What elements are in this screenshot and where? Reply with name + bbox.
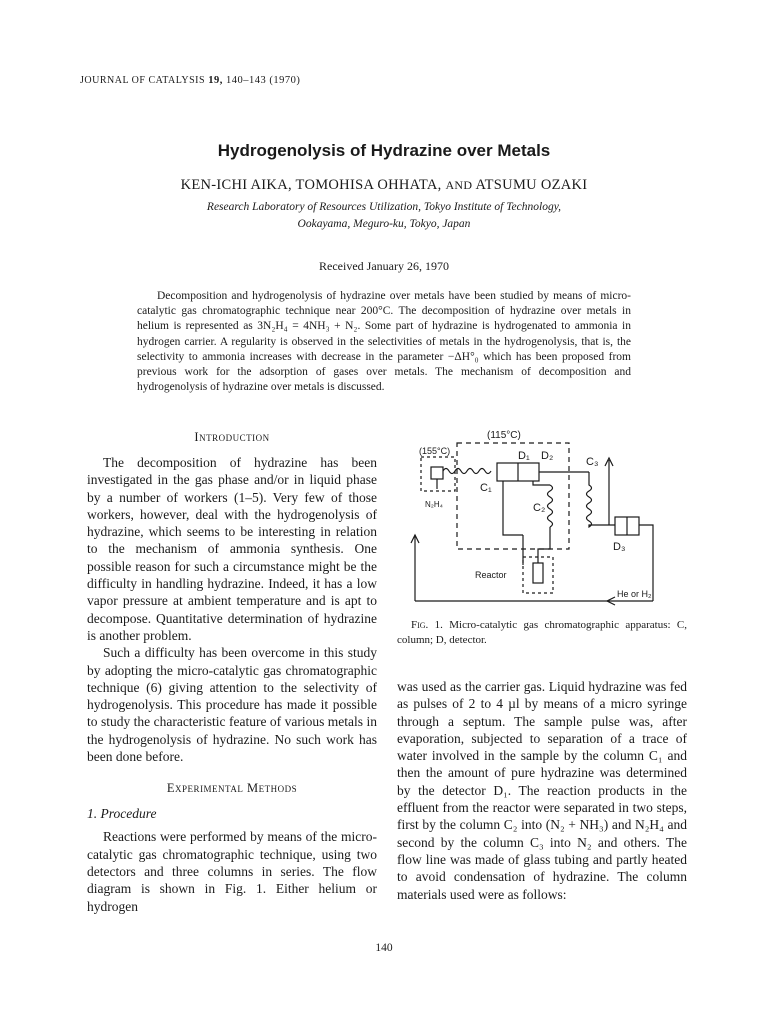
c2-lower-line: [538, 527, 550, 555]
affiliation: [0, 199, 768, 233]
flow-diagram-figure: [405, 425, 690, 610]
label-reactor: Reactor: [475, 570, 507, 580]
right-paragraph: was used as the carrier gas. Liquid hydrazine was fed as pulses of 2 to 4 µl by means of a micro syringe through a septum. The sample pulse was, after evaporation, subjected to separation of a trace of water involved in the sample by the column C₁ and then the amount of pure hydrazine was determined by the detector D₁. The reaction products in the effluent from the reactor were separated in two steps, first by the column C₂ into (N₂ + NH₃) and N₂H₄ and second by the column C₃ into N₂ and others. The flow line was made of glass tubing and partly heated to avoid condensation of hydrazine. The column materials used were as follows:: [397, 679, 687, 902]
label-d3: D₃: [613, 541, 626, 553]
d3-connection: [639, 525, 653, 530]
column-c1: [443, 469, 491, 474]
left-column: [87, 430, 377, 915]
column-c3: [587, 472, 616, 527]
page-number: 140: [375, 942, 393, 954]
journal-header: [80, 75, 300, 86]
authors-part2: ATSUMU OZAKI: [475, 177, 588, 193]
authors-part1: KEN-ICHI AIKA, TOMOHISA OHHATA,: [180, 177, 442, 193]
caption-text: Micro-catalytic gas chromatographic apparatus: C, column; D, detector.: [397, 619, 687, 646]
affiliation-line2: Ookayama, Meguro-ku, Tokyo, Japan: [297, 218, 471, 230]
authors-and: AND: [445, 178, 473, 192]
column-c2: [548, 485, 553, 527]
introduction-heading: Introduction: [194, 430, 270, 444]
label-d2: D₂: [541, 450, 554, 462]
affiliation-line1: Research Laboratory of Resources Utilization, Tokyo Institute of Technology,: [206, 201, 562, 213]
procedure-paragraph: Reactions were performed by means of the micro-catalytic gas chromatographic technique, using two detectors and three columns in series. The flow diagram is shown in Fig. 1. Either helium or hydrogen: [87, 829, 377, 914]
journal-name: JOURNAL OF CATALYSIS: [80, 75, 206, 86]
abstract: Decomposition and hydrogenolysis of hydrazine over metals have been studied by means of micro-catalytic gas chromatographic technique near 200°C. The decomposition of hydrazine over metals in helium is represented as 3N₂H₄ = 4NH₃ + N₂. Some part of hydrazine is hydrogenated to ammonia in hydrogen carrier. A regularity is observed in the selectivities of metals in the hydrogenolysis, that is, the selectivity to ammonia increases with decrease in the parameter −ΔH°₀ which has been proposed from previous work for the adsorption of gases over metals. The mechanism of decomposition and hydrogenolysis of hydrazine over metals is discussed.: [137, 290, 631, 394]
caption-label: Fig. 1.: [411, 619, 443, 631]
reactor: [533, 563, 543, 583]
label-temp-injector: (155°C): [419, 446, 451, 456]
label-c1: C₁: [480, 482, 492, 494]
flow-diagram: [405, 425, 690, 610]
methods-heading: Experimental Methods: [166, 781, 298, 796]
d1-outlet: [503, 481, 523, 535]
received-date: Received January 26, 1970: [319, 259, 449, 273]
d2-inlet: [533, 481, 550, 485]
journal-volume: 19,: [208, 75, 223, 86]
intro-paragraph-1: The decomposition of hydrazine has been investigated in the gas phase and/or in liquid phase by a number of workers (1–5). Very few of those workers, however, deal with the hydrogenolysis of hydrazine, which seems to be interesting in relation to the mechanism of ammonia synthesis. One possible reason for such a circumstance might be the difficulty in handling hydrazine. Indeed, it has a low vapor pressure at ambient temperature and is apt to decompose. Quantitative determination of hydrazine is another problem.: [87, 455, 377, 643]
procedure-heading: 1. Procedure: [87, 806, 157, 822]
intro-paragraph-2: Such a difficulty has been overcome in this study by adopting the micro-catalytic gas chromatographic technique (6) giving attention to the selectivity of hydrogenolysis. This procedure has made it possible to study the characteristic feature of various metals in the hydrogenolysis of hydrazine. No such work has been done before.: [87, 645, 377, 765]
label-carrier: He or H₂: [617, 589, 652, 599]
label-temp-oven: (115°C): [487, 430, 521, 441]
injector-boundary: [421, 457, 455, 491]
injector: [431, 467, 443, 479]
label-c2: C₂: [533, 502, 546, 514]
figure-caption: [397, 618, 687, 648]
label-n2h4: N₂H₄: [425, 500, 443, 509]
article-title: Hydrogenolysis of Hydrazine over Metals: [217, 141, 551, 160]
label-d1: D₁: [518, 450, 530, 462]
author-list: [0, 177, 768, 194]
right-column: [397, 678, 687, 903]
journal-pages-year: 140–143 (1970): [225, 75, 301, 86]
label-c3: C₃: [586, 456, 599, 468]
